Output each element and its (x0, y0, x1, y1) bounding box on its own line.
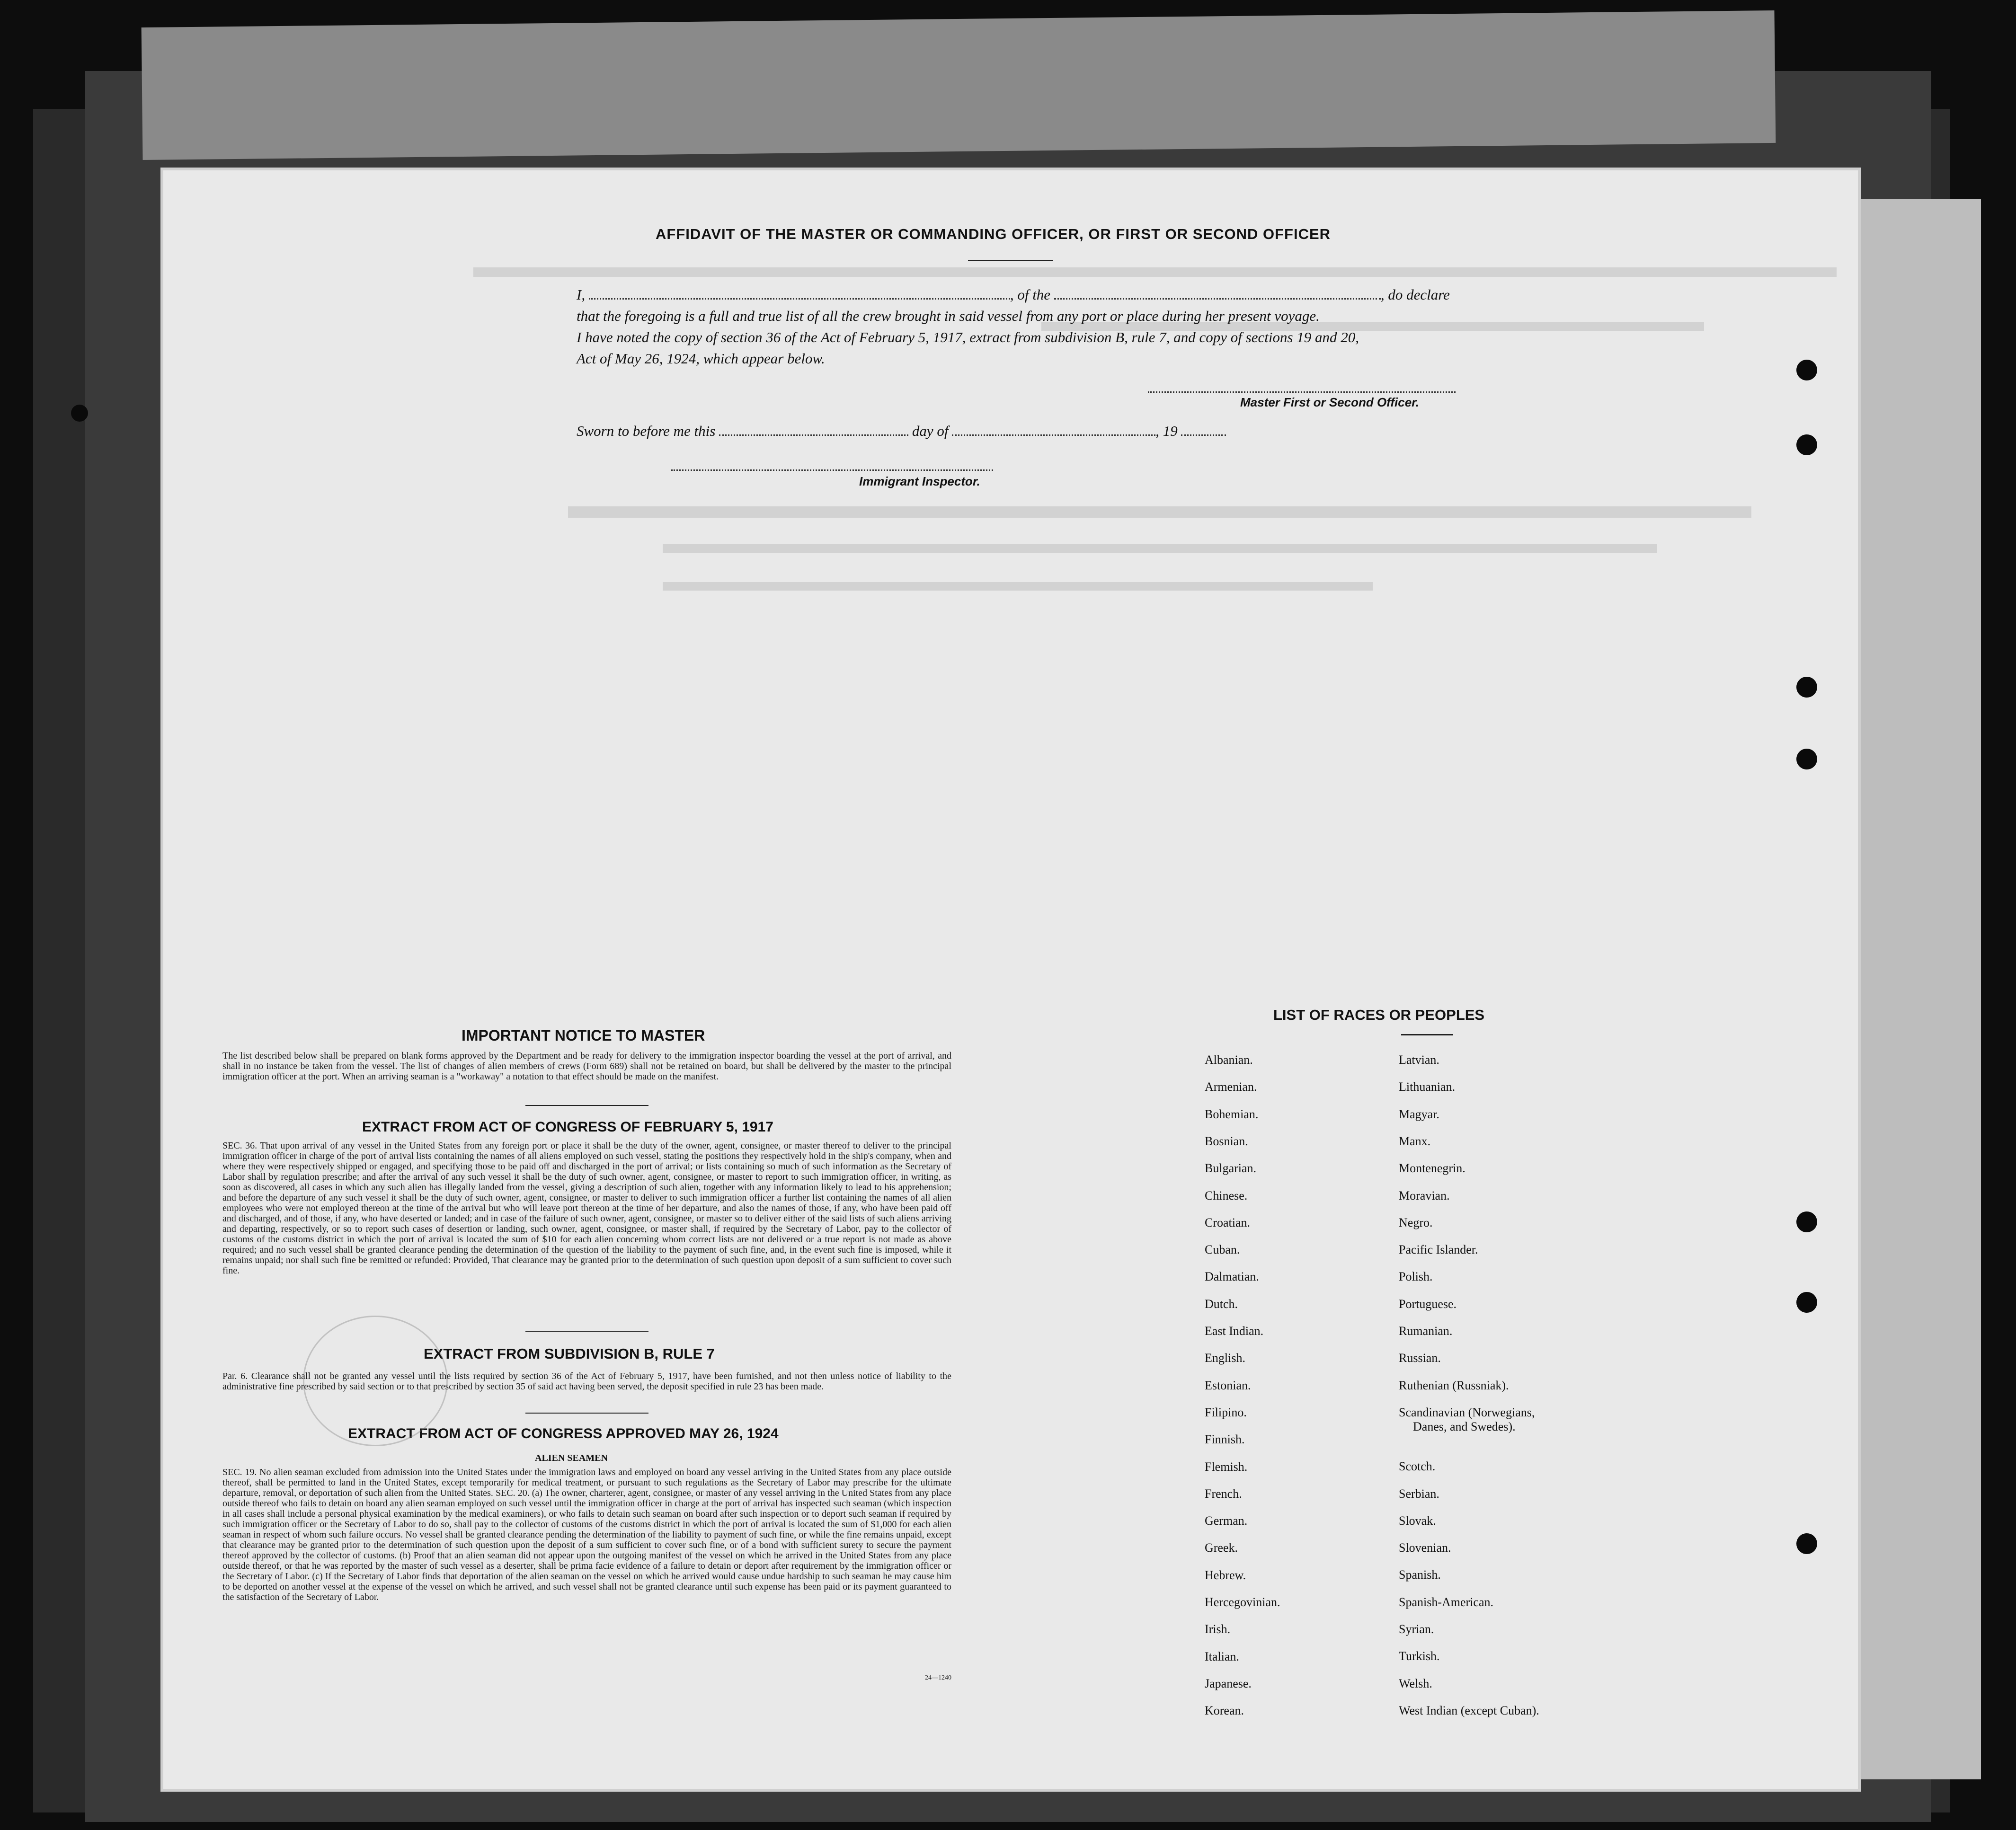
race-item: Chinese. (1205, 1189, 1248, 1202)
race-item: Dutch. (1205, 1297, 1238, 1311)
race-item: Scotch. (1399, 1459, 1436, 1473)
race-item: English. (1205, 1351, 1245, 1365)
race-item: Latvian. (1399, 1053, 1439, 1067)
sworn-label: Sworn to before me this (577, 423, 716, 439)
race-item: Japanese. (1205, 1677, 1252, 1690)
underlying-page-edge (1858, 199, 1981, 1779)
inspector-label: Immigrant Inspector. (859, 474, 980, 488)
race-item: Italian. (1205, 1650, 1239, 1663)
background-sheet-top (142, 10, 1776, 160)
affidavit-i: I, (577, 286, 586, 303)
bleed-through-line (568, 506, 1751, 518)
extract-1924-title: EXTRACT FROM ACT OF CONGRESS APPROVED MAY 26, 1924 (348, 1426, 779, 1441)
race-item: Polish. (1399, 1270, 1433, 1283)
race-item: Pacific Islander. (1399, 1243, 1478, 1256)
race-item: Estonian. (1205, 1379, 1251, 1392)
affidavit-title: AFFIDAVIT OF THE MASTER OR COMMANDING OFFICER, OR FIRST OR SECOND OFFICER (656, 226, 1331, 242)
punch-hole (1796, 677, 1817, 698)
faint-stamp (303, 1316, 448, 1446)
sworn-line (577, 423, 1226, 440)
race-item: Greek. (1205, 1541, 1238, 1555)
extract-1917-body: SEC. 36. That upon arrival of any vessel in the United States from any foreign port or place it shall be the duty of the owner, agent, consignee, or master thereof to deliver to the principal immigration officer in charge of the port of arrival lists containing the names of all aliens employed on such vessel, stating the positions they respectively hold in the ship's company, when and where they were respectively shipped or engaged, and specifying those to be paid off and discharged in the port of arrival; or lists containing so much of such information as the Secretary of Labor shall by regulation prescribe; and after the arrival of any such vessel it shall be the duty of such owner, agent, consignee, or master to report to such immigration officer, in writing, as soon as discovered, all cases in which any such alien has illegally landed from the vessel, giving a description of such alien, together with any information likely to lead to his apprehension; and before the departure of any such vessel it shall be the duty of such owner, agent, consignee, or master to deliver to such immigration officer a further list containing the names of all alien employees who were not employed thereon at the time of the arrival but who will leave port thereon at the time of her departure, and also the names of those, if any, who have been paid off and discharged, and of those, if any, who have deserted or landed; and in case of the failure of such owner, agent, consignee, or master so to deliver either of the said lists of such aliens arriving and departing, respectively, or so to report such cases of desertion or landing, such owner, agent, consignee, or master shall, if required by the Secretary of Labor, pay to the collector of customs of the customs district in which the port of arrival is located the sum of $10 for each alien concerning whom correct lists are not delivered or a true report is not made as above required; and no such vessel shall be granted clearance pending the determination of the question of the liability to the payment of such fine, and, in the event such fine is imposed, while it remains unpaid; nor shall such fine be remitted or refunded: Provided, That clearance may be granted prior to the determination of such question upon deposit of a sum sufficient to cover such fine. (222, 1140, 951, 1276)
punch-hole (1796, 360, 1817, 380)
race-item: Montenegrin. (1399, 1161, 1465, 1175)
subdivision-body: Par. 6. Clearance shall not be granted any vessel until the lists required by section 36 of the Act of February 5, 1917, have been furnished, and not then unless notice of liability to the administrative fine prescribed by said section or to that prescribed by section 35 of said act having been served, the deposit specified in rule 23 has been made. (222, 1371, 951, 1392)
race-item: Scandinavian (Norwegians, (1399, 1406, 1535, 1419)
affidavit-line1 (577, 286, 1450, 303)
bleed-through-line (473, 267, 1837, 277)
race-item: Russian. (1399, 1351, 1441, 1365)
race-item: Slovak. (1399, 1514, 1436, 1528)
race-item: Bosnian. (1205, 1134, 1248, 1148)
race-item: Turkish. (1399, 1649, 1440, 1663)
race-item: Albanian. (1205, 1053, 1253, 1067)
race-item: Syrian. (1399, 1622, 1434, 1636)
race-item: Croatian. (1205, 1216, 1251, 1229)
day-of-label: day of (912, 423, 949, 439)
notice-title: IMPORTANT NOTICE TO MASTER (462, 1027, 705, 1044)
alien-seamen-subtitle: ALIEN SEAMEN (535, 1453, 608, 1463)
race-item: French. (1205, 1487, 1242, 1501)
race-item: Hebrew. (1205, 1568, 1246, 1582)
race-item: Bohemian. (1205, 1107, 1259, 1121)
race-item: Magyar. (1399, 1107, 1439, 1121)
name-blank[interactable] (589, 292, 1010, 300)
affidavit-declare: , do declare (1380, 286, 1450, 303)
sworn-month-blank[interactable] (952, 429, 1155, 436)
bleed-through-line (663, 582, 1373, 591)
extract-1924-body: SEC. 19. No alien seaman excluded from admission into the United States under the immigration laws and employed on board any vessel arriving in the United States from any place outside thereof, shall be permitted to land in the United States, except temporarily for medical treatment, or pursuant to such regulations as the Secretary of Labor may prescribe for the ultimate departure, removal, or deportation of such alien from the United States. SEC. 20. (a) The owner, charterer, agent, consignee, or master of any vessel arriving in the United States from any place outside thereof who fails to detain on board any alien seaman employed on such vessel until the immigration officer in charge at the port of arrival has inspected such seaman (which inspection in all cases shall include a personal physical examination by the medical examiners), or who fails to detain such seaman on board after such inspection or to deport such seaman if required by such immigration officer or the Secretary of Labor to do so, shall pay to the collector of customs of the customs district in which the port of arrival is located the sum of $1,000 for each alien seaman in respect of whom such failure occurs. No vessel shall be granted clearance pending the determination of the liability to payment of such fine, or while the fine remains unpaid, except that clearance may be granted prior to the determination of such question upon the deposit of a sum sufficient to cover such fine, or of a bond with sufficient surety to secure the payment thereof approved by the collector of customs. (b) Proof that an alien seaman did not appear upon the outgoing manifest of the vessel on which he arrived in the United States from any place outside thereof, or that he was reported by the master of such vessel as a deserter, shall be prima facie evidence of a failure to detain or deport after requirement by the immigration officer or the Secretary of Labor. (c) If the Secretary of Labor finds that deportation of the alien seaman on the vessel on which he arrived would cause undue hardship to such seaman he may cause him to be deported on another vessel at the expense of the vessel on which he arrived, and such vessel shall not be granted clearance until such expense has been paid or its payment guaranteed to the satisfaction of the Secretary of Labor. (222, 1467, 951, 1602)
race-item: Rumanian. (1399, 1324, 1453, 1338)
sworn-day-blank[interactable] (719, 429, 908, 436)
subdivision-title: EXTRACT FROM SUBDIVISION B, RULE 7 (424, 1345, 715, 1362)
race-item: Dalmatian. (1205, 1270, 1259, 1283)
sworn-year-label: , 19 (1155, 423, 1178, 439)
affidavit-line2: that the foregoing is a full and true list of all the crew brought in said vessel from any port or place during her present voyage. (577, 308, 1320, 324)
race-item: Lithuanian. (1399, 1080, 1456, 1094)
race-item: Ruthenian (Russniak). (1399, 1379, 1509, 1392)
sworn-year-blank[interactable] (1181, 429, 1226, 436)
punch-hole (71, 405, 88, 422)
races-title: LIST OF RACES OR PEOPLES (1273, 1007, 1485, 1023)
vessel-blank[interactable] (1054, 292, 1381, 300)
race-item: Serbian. (1399, 1487, 1439, 1501)
race-item: Negro. (1399, 1216, 1433, 1229)
punch-hole (1796, 749, 1817, 769)
notice-body: The list described below shall be prepared on blank forms approved by the Department and be ready for delivery to the immigration inspector boarding the vessel at the port of arrival, and shall in no instance be taken from the vessel. The list of changes of alien members of crews (Form 689) shall not be retained on board, but shall be delivered by the master to the principal immigration officer at the port. When an arriving seaman is a "workaway" a notation to that effect should be made on the manifest. (222, 1051, 951, 1082)
form-number: 24—1240 (925, 1674, 951, 1681)
races-divider (1401, 1034, 1453, 1035)
extract-1917-title: EXTRACT FROM ACT OF CONGRESS OF FEBRUARY 5, 1917 (362, 1119, 773, 1135)
master-signature-blank[interactable] (1148, 386, 1456, 393)
bleed-through-line (663, 544, 1657, 553)
race-item: German. (1205, 1514, 1248, 1528)
affidavit-line3: I have noted the copy of section 36 of the Act of February 5, 1917, extract from subdivision B, rule 7, and copy of sections 19 and 20, (577, 329, 1359, 345)
punch-hole (1796, 1292, 1817, 1313)
race-item: Portuguese. (1399, 1297, 1457, 1311)
race-item: Irish. (1205, 1622, 1231, 1636)
race-item: West Indian (except Cuban). (1399, 1704, 1539, 1717)
punch-hole (1796, 1211, 1817, 1232)
race-item: Armenian. (1205, 1080, 1257, 1094)
race-item: Welsh. (1399, 1677, 1432, 1690)
race-item: Filipino. (1205, 1406, 1247, 1419)
race-item: Hercegovinian. (1205, 1595, 1280, 1609)
affidavit-of-the: , of the (1010, 286, 1051, 303)
race-item: Flemish. (1205, 1460, 1248, 1474)
race-item: Manx. (1399, 1134, 1431, 1148)
race-item: Bulgarian. (1205, 1161, 1257, 1175)
race-item: Korean. (1205, 1704, 1244, 1717)
race-item: Spanish. (1399, 1568, 1441, 1582)
race-item: Slovenian. (1399, 1541, 1451, 1555)
subdivision-divider (525, 1413, 648, 1414)
punch-hole (1796, 434, 1817, 455)
race-item: Spanish-American. (1399, 1595, 1494, 1609)
race-item: Danes, and Swedes). (1413, 1420, 1516, 1433)
affidavit-line4: Act of May 26, 1924, which appear below. (577, 350, 825, 367)
master-signature-label: Master First or Second Officer. (1240, 395, 1420, 409)
notice-divider (525, 1105, 648, 1106)
race-item: East Indian. (1205, 1324, 1264, 1338)
race-item: Cuban. (1205, 1243, 1240, 1256)
race-item: Moravian. (1399, 1189, 1450, 1202)
inspector-signature-blank[interactable] (671, 464, 993, 471)
punch-hole (1796, 1533, 1817, 1554)
race-item: Finnish. (1205, 1432, 1245, 1446)
title-divider (968, 260, 1053, 261)
extract-1917-divider (525, 1331, 648, 1332)
